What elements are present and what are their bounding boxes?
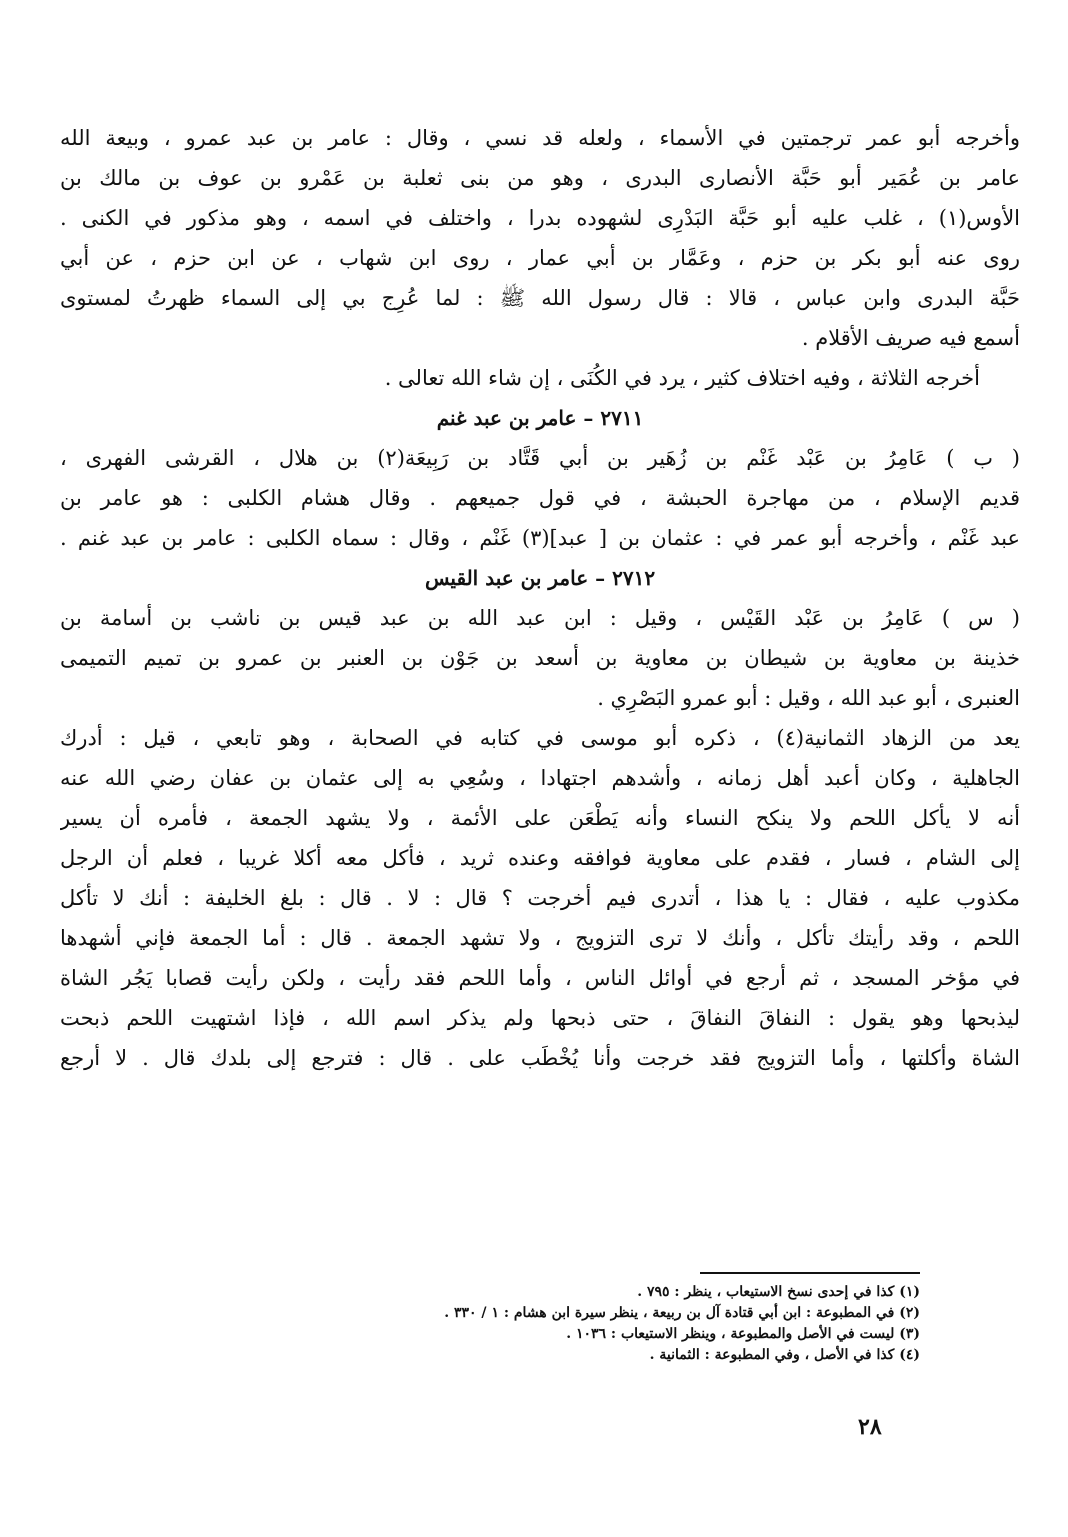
text-line: عبد غَنْم ، وأخرجه أبو عمر في : عثمان بن [ عبد](٣) غَنْم ، وقال : سماه الكلبى : عامر بن عبد غنم . xyxy=(60,526,1020,550)
text-line: مكذوب عليه ، فقال : يا هذا ، أتدرى فيم أخرجت ؟ قال : لا . قال : بلغ الخليفة : أنك لا تأكل xyxy=(60,886,1020,910)
text-line: وأخرجه أبو عمر ترجمتين في الأسماء ، ولعله قد نسي ، وقال : عامر بن عبد عمرو ، وبيعة الله xyxy=(60,126,1020,150)
page-number: ٢٨ xyxy=(858,1414,882,1440)
text-line: الشاة وأكلتها ، وأما التزويج فقد خرجت وأنا يُخْطَب على . قال : فترجع إلى بلدك قال . لا أرجع xyxy=(60,1046,1020,1070)
text-line: ( س ) عَامِرُ بن عَبْد القَيْس ، وقيل : ابن عبد الله بن عبد قيس بن ناشب بن أسامة بن xyxy=(60,606,1020,630)
text-line: قديم الإسلام ، من مهاجرة الحبشة ، في قول جميعهم . وقال هشام الكلبى : هو عامر بن xyxy=(60,486,1020,510)
text-line: العنبرى ، أبو عبد الله ، وقيل : أبو عمرو البَصْرِي . xyxy=(597,686,1020,710)
text-line: ( ب ) عَامِرُ بن عَبْد غَنْم بن زُهَير بن أبي قَتَّاد بن رَبِيعَة(٢) بن هلال ، القرشى الفهرى ، xyxy=(60,446,1020,470)
footnote: (٤) كذا في الأصل ، وفي المطبوعة : الثمانية . xyxy=(649,1347,920,1363)
text-line: روى عنه أبو بكر بن حزم ، وعَمَّار بن أبي عمار ، روى ابن شهاب ، عن ابن حزم ، عن أبي xyxy=(60,246,1020,270)
text-line: أنه لا يأكل اللحم ولا ينكح النساء وأنه يَطْعَن على الأئمة ، ولا يشهد الجمعة ، فأمره أن يسير xyxy=(60,806,1020,830)
text-line: إلى الشام ، فسار ، فقدم على معاوية فوافقه وعنده ثريد ، فأكل معه أكلا غريبا ، فعلم أن الرجل xyxy=(60,846,1020,870)
text-line: أسمع فيه صريف الأقلام . xyxy=(801,326,1020,350)
footnote-divider xyxy=(700,1272,920,1274)
text-line: ليذبحها وهو يقول : النفاقَ النفاقَ ، حتى ذبحها ولم يذكر اسم الله ، فإذا اشتهيت اللحم ذبحت xyxy=(60,1006,1020,1030)
text-line: عامر بن عُمَير أبو حَبَّة الأنصارى البدرى ، وهو من بنى ثعلبة بن عَمْرو بن عوف بن مالك بن xyxy=(60,166,1020,190)
text-line: الجاهلية ، وكان أعبد أهل زمانه ، وأشدهم اجتهادا ، وسُعِي به إلى عثمان بن عفان رضي الله عنه xyxy=(60,766,1020,790)
text-line: خذينة بن معاوية بن شيطان بن معاوية بن أسعد بن جَوْن بن العنبر بن عمرو بن تميم التميمى xyxy=(60,646,1020,670)
text-line: حَبَّة البدرى وابن عباس ، قالا : قال رسول الله ﷺ : لما عُرِج بي إلى السماء ظهرتُ لمستوى xyxy=(60,286,1020,310)
footnote: (٢) في المطبوعة : ابن أبي قتادة آل بن ربيعة ، ينظر سيرة ابن هشام : ١ / ٣٣٠ . xyxy=(444,1305,920,1321)
text-line: اللحم ، وقد رأيتك تأكل ، وأنك لا ترى التزويج ، ولا تشهد الجمعة . قال : أما الجمعة فإني أشهدها xyxy=(60,926,1020,950)
footnotes xyxy=(260,1282,920,1366)
entry-heading: ٢٧١٢ – عامر بن عبد القيس xyxy=(424,566,656,590)
text-line: يعد من الزهاد الثمانية(٤) ، ذكره أبو موسى في كتابه في الصحابة ، وهو تابعي ، قيل : أدرك xyxy=(60,726,1020,750)
text-line: الأوس(١) ، غلب عليه أبو حَبَّة البَدْرِى لشهوده بدرا ، واختلف في اسمه ، وهو مذكور في الكنى . xyxy=(60,206,1020,230)
footnote: (١) كذا في إحدى نسخ الاستيعاب ، ينظر : ٧٩٥ . xyxy=(637,1284,920,1300)
body-text xyxy=(60,118,1020,1078)
text-line: في مؤخر المسجد ، ثم أرجع في أوائل الناس ، وأما اللحم فقد رأيت ، ولكن رأيت قصابا يَجُر الشاة xyxy=(60,966,1020,990)
entry-heading: ٢٧١١ – عامر بن عبد غنم xyxy=(436,406,644,430)
text-line: أخرجه الثلاثة ، وفيه اختلاف كثير ، يرد في الكُنَى ، إن شاء الله تعالى . xyxy=(384,366,980,390)
footnote: (٣) ليست في الأصل والمطبوعة ، وينظر الاستيعاب : ١٠٣٦ . xyxy=(566,1326,920,1342)
